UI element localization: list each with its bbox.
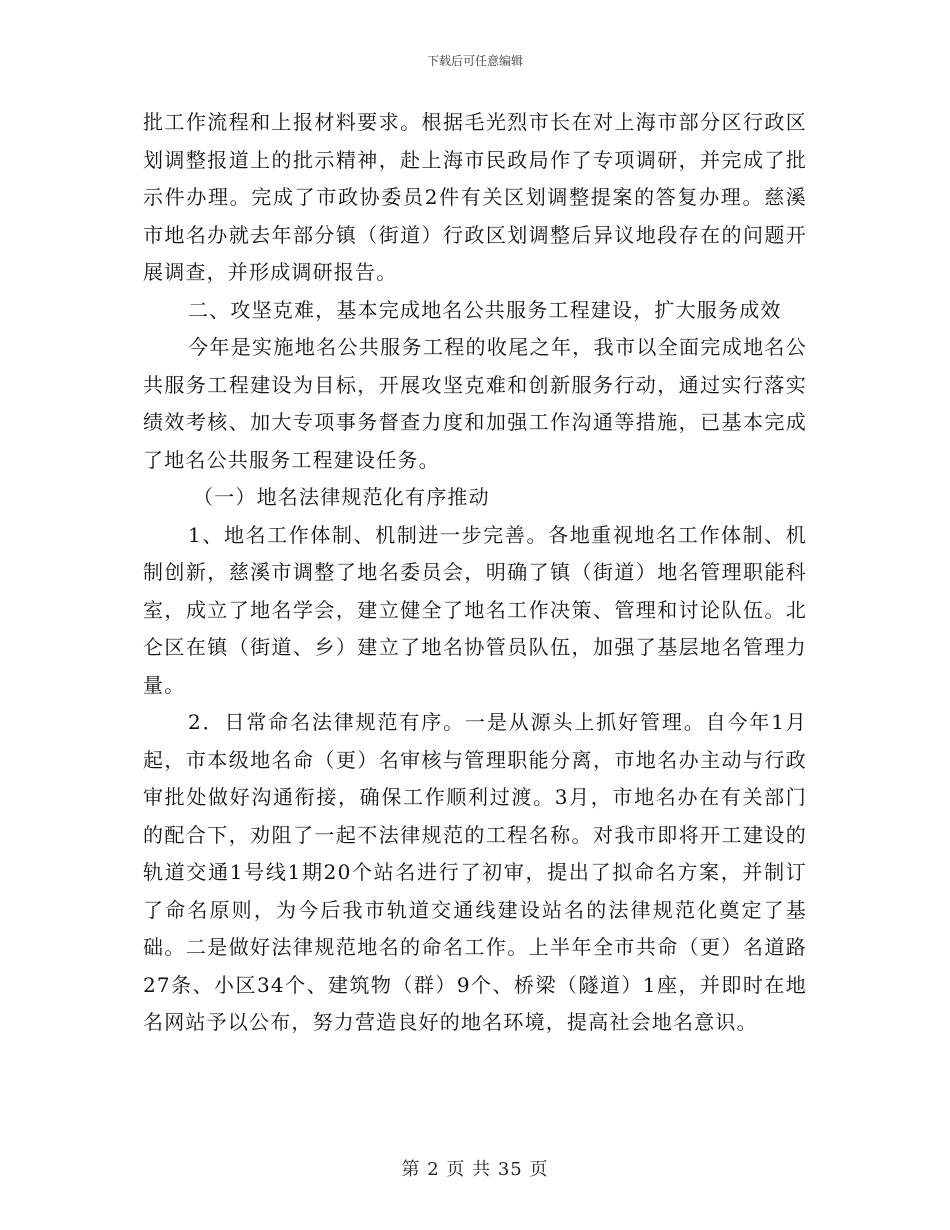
page-header: 下载后可任意编辑 — [426, 54, 523, 68]
section-heading-2: 二、攻坚克难，基本完成地名公共服务工程建设，扩大服务成效 — [188, 297, 782, 322]
paragraph-continuation: 批工作流程和上报材料要求。根据毛光烈市长在对上海市部分区行政区划调整报道上的批示精神，赴上海市民政局作了专项调研，并完成了批示件办理。完成了市政协委员2件有关区划调整提案的答复办理。慈溪市地名办就去年部分镇（街道）行政区划调整后异议地段存在的问题开展调查，并形成调研报告。 — [143, 110, 807, 284]
page-number-text: 第 2 页 共 35 页 — [401, 1159, 549, 1180]
paragraph-item-1: 1、地名工作体制、机制进一步完善。各地重视地名工作体制、机制创新，慈溪市调整了地名委员会，明确了镇（街道）地名管理职能科室，成立了地名学会，建立健全了地名工作决策、管理和讨论队伍。北仑区在镇（街道、乡）建立了地名协管员队伍，加强了基层地名管理力量。 — [143, 522, 807, 697]
document-body — [143, 104, 807, 1042]
page-footer — [0, 1155, 950, 1181]
paragraph-overview: 今年是实施地名公共服务工程的收尾之年，我市以全面完成地名公共服务工程建设为目标，开展攻坚克难和创新服务行动，通过实行落实绩效考核、加大专项事务督查力度和加强工作沟通等措施，已基本完成了地名公共服务工程建设任务。 — [143, 335, 807, 472]
paragraph-item-2: 2．日常命名法律规范有序。一是从源头上抓好管理。自今年1月起，市本级地名命（更）名审核与管理职能分离，市地名办主动与行政审批处做好沟通衔接，确保工作顺利过渡。3月，市地名办在有关部门的配合下，劝阻了一起不法律规范的工程名称。对我市即将开工建设的轨道交通1号线1期20个站名进行了初审，提出了拟命名方案，并制订了命名原则，为今后我市轨道交通线建设站名的法律规范化奠定了基础。二是做好法律规范地名的命名工作。上半年全市共命（更）名道路27条、小区34个、建筑物（群）9个、桥梁（隧道）1座，并即时在地名网站予以公布，努力营造良好的地名环境，提高社会地名意识。 — [143, 710, 807, 1034]
subsection-heading-1: （一）地名法律规范化有序推动 — [193, 485, 490, 509]
